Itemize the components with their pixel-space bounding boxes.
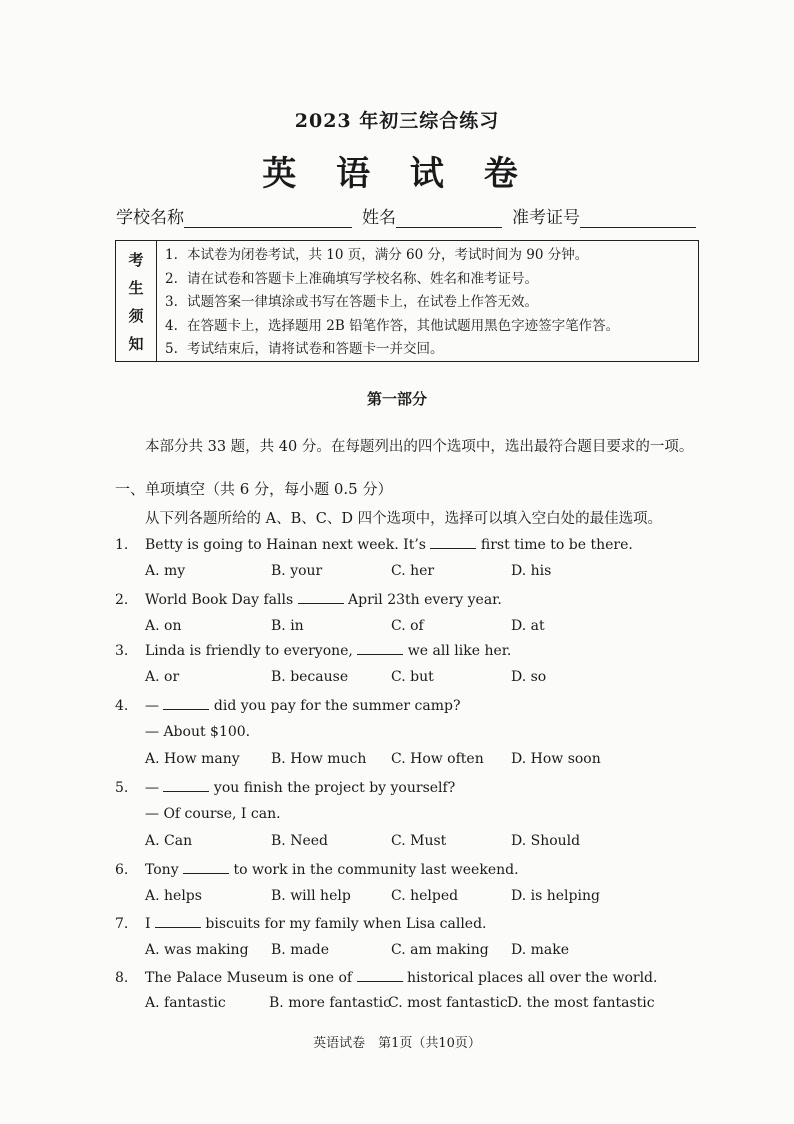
answer-blank [357,642,403,655]
option-a: A. Can [145,833,193,849]
question-stem [115,779,455,796]
option-b: B. How much [271,751,367,767]
answer-blank [183,861,229,874]
option-c: C. her [391,563,435,579]
stem-post: you finish the project by yourself? [209,780,456,796]
part-intro: 本部分共 33 题，共 40 分。在每题列出的四个选项中，选出最符合题目要求的一项。 [145,439,694,455]
option-b: B. in [271,618,304,634]
notice-text: 考试结束后，请将试卷和答题卡一并交回。 [187,341,444,357]
option-a: A. my [145,563,186,579]
school-label: 学校名称 [116,208,184,228]
option-d: D. the most fantastic [507,995,655,1011]
option-d: D. so [511,669,547,685]
exam-subtitle: 2023 年初三综合练习 [294,110,500,132]
question-number: 3. [115,643,129,659]
notice-text: 在答题卡上，选择题用 2B 铅笔作答，其他试题用黑色字迹签字笔作答。 [187,317,620,334]
option-c: C. of [391,618,424,634]
notice-heading [116,241,157,361]
stem-pre: Tony [145,862,184,878]
option-b: B. because [271,669,349,685]
candidate-info-line [116,203,700,228]
notice-head-char: 考 [128,250,144,269]
answer-blank [155,915,201,928]
name-blank [396,207,502,228]
exam-title: 英 语 试 卷 [262,154,532,194]
stem-pre: — [145,780,164,796]
notice-text: 试题答案一律填涂或书写在答题卡上，在试卷上作答无效。 [187,294,538,310]
section-instruction: 从下列各题所给的 A、B、C、D 四个选项中，选择可以填入空白处的最佳选项。 [145,511,663,527]
notice-item [165,244,698,268]
section-title: 一、单项填空（共 6 分，每小题 0.5 分） [115,480,393,498]
dialogue-reply: — Of course, I can. [145,806,281,822]
candidate-notice-box [115,240,699,362]
stem-pre: The Palace Museum is one of [145,970,357,986]
stem-post: April 23th every year. [343,592,502,608]
option-d: D. at [511,618,545,634]
option-a: A. on [145,618,182,634]
notice-item [165,268,698,292]
notice-num: 3. [165,294,178,310]
option-b: B. made [271,942,330,958]
option-a: A. fantastic [145,995,226,1011]
question-stem [115,861,519,878]
question-stem [115,642,511,659]
option-b: B. more fantastic [269,995,391,1011]
answer-blank [430,536,476,549]
stem-pre: Linda is friendly to everyone, [145,643,358,659]
option-d: D. How soon [511,751,601,767]
question-stem [115,697,460,714]
option-c: C. How often [391,751,484,767]
stem-post: historical places all over the world. [402,970,658,986]
answer-blank [357,969,403,982]
question-number: 8. [115,970,129,986]
stem-post: first time to be there. [476,537,633,553]
answer-blank [298,591,344,604]
stem-pre: I [145,916,155,932]
id-label: 准考证号 [512,208,580,228]
option-d: D. Should [511,833,581,849]
question-stem [115,536,633,553]
id-blank [580,207,696,228]
notice-head-char: 知 [128,334,144,353]
notice-item [165,291,698,315]
stem-pre: — [145,698,164,714]
question-number: 2. [115,592,129,608]
part-title: 第一部分 [366,390,427,408]
question-stem [115,969,657,986]
stem-post: biscuits for my family when Lisa called. [200,916,487,932]
notice-text: 请在试卷和答题卡上准确填写学校名称、姓名和准考证号。 [187,270,538,287]
stem-pre: World Book Day falls [145,592,298,608]
question-number: 5. [115,780,129,796]
question-stem [115,915,487,932]
notice-list [157,241,698,361]
option-c: C. but [391,669,434,685]
notice-num: 5. [165,341,178,357]
question-number: 7. [115,916,129,932]
option-d: D. his [511,563,552,579]
question-number: 4. [115,698,129,714]
notice-num: 2. [165,270,178,287]
notice-num: 4. [165,317,178,334]
dialogue-reply: — About $100. [145,724,251,740]
option-d: D. make [511,942,570,958]
question-stem [115,591,502,608]
stem-pre: Betty is going to Hainan next week. It’s [145,537,431,553]
option-c: C. helped [391,888,459,904]
school-blank [184,207,352,228]
notice-text: 本试卷为闭卷考试，共 10 页，满分 60 分，考试时间为 90 分钟。 [187,247,589,263]
option-a: A. or [145,669,180,685]
option-a: A. was making [145,942,249,958]
notice-item [165,338,698,362]
name-label: 姓名 [362,208,396,228]
answer-blank [163,779,209,792]
option-b: B. your [271,563,323,579]
stem-post: we all like her. [403,643,512,659]
option-b: B. Need [271,833,328,849]
option-b: B. will help [271,888,351,904]
notice-head-char: 生 [128,278,144,297]
option-a: A. helps [145,888,202,904]
question-number: 6. [115,862,129,878]
question-number: 1. [115,537,129,553]
option-a: A. How many [145,751,240,767]
stem-post: to work in the community last weekend. [229,862,519,878]
option-d: D. is helping [511,888,600,904]
notice-num: 1. [165,247,178,263]
page-footer: 英语试卷 第1页（共10页） [313,1036,481,1051]
notice-item [165,315,698,339]
answer-blank [163,697,209,710]
stem-post: did you pay for the summer camp? [209,698,461,714]
notice-head-char: 须 [128,306,144,325]
option-c: C. most fantastic [388,995,508,1011]
option-c: C. Must [391,833,447,849]
option-c: C. am making [391,942,489,958]
